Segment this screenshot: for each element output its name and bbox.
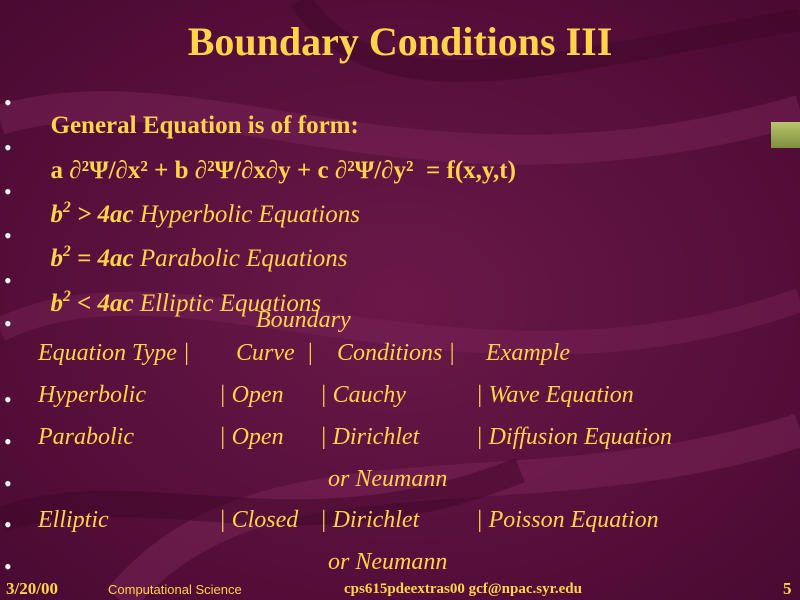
row-conditions: or Neumann (328, 549, 448, 575)
row-curve: | Open (219, 424, 284, 450)
pde-formula: a ∂²Ψ/∂x² + b ∂²Ψ/∂x∂y + c ∂²Ψ/∂y² = f(x,y,t) (50, 157, 516, 184)
bullet-icon: • (4, 554, 12, 579)
row-example: | Wave Equation (476, 382, 634, 408)
bullet-icon: • (4, 429, 12, 454)
parabolic-cond: = 4ac (70, 245, 134, 272)
row-type: Hyperbolic (38, 382, 146, 408)
row-conditions: | Dirichlet (320, 424, 420, 450)
slide-tab-decoration (771, 122, 800, 148)
table-header-conditions: Conditions | (337, 340, 455, 366)
footer-course: Computational Science (108, 582, 242, 597)
slide-title: Boundary Conditions III (187, 19, 613, 64)
table-header-example: Example (486, 340, 570, 366)
row-type: Elliptic (38, 507, 109, 533)
bullet-icon: • (4, 311, 12, 336)
bullet-icon: • (4, 471, 12, 496)
hyperbolic-b: b (50, 201, 63, 228)
elliptic-cond: < 4ac (70, 290, 134, 317)
hyperbolic-sup: 2 (63, 199, 71, 216)
parabolic-b: b (50, 245, 63, 272)
hyperbolic-label: Hyperbolic Equations (133, 201, 360, 228)
footer-date: 3/20/00 (6, 579, 58, 598)
footer-page-number: 5 (783, 579, 792, 598)
table-header-curve: Curve | (236, 340, 314, 366)
row-curve: | Closed (219, 507, 299, 533)
row-type: Parabolic (38, 424, 134, 450)
row-conditions: | Cauchy (320, 382, 406, 408)
elliptic-label: Elliptic Equations (133, 290, 322, 317)
row-curve: | Open (219, 382, 284, 408)
parabolic-sup: 2 (63, 243, 71, 260)
row-example: | Diffusion Equation (476, 424, 672, 450)
footer-file-email: cps615pdeextras00 gcf@npac.syr.edu (344, 581, 582, 597)
bullet-icon: • (4, 135, 12, 160)
elliptic-sup: 2 (63, 288, 71, 305)
elliptic-b: b (50, 290, 63, 317)
table-header-boundary: Boundary (256, 307, 351, 333)
bullet-icon: • (4, 268, 12, 293)
bullet-icon: • (4, 387, 12, 412)
general-equation-label: General Equation (50, 112, 242, 139)
row-conditions: or Neumann (328, 466, 448, 492)
row-conditions: | Dirichlet (320, 507, 420, 533)
general-equation-tail: is of form: (241, 112, 359, 139)
bullet-icon: • (4, 179, 12, 204)
bullet-icon: • (4, 512, 12, 537)
hyperbolic-cond: > 4ac (70, 201, 134, 228)
bullet-icon: • (4, 223, 12, 248)
bullet-icon: • (4, 90, 12, 115)
table-header-equation-type: Equation Type | (38, 340, 190, 366)
row-example: | Poisson Equation (476, 507, 659, 533)
parabolic-label: Parabolic Equations (133, 245, 348, 272)
